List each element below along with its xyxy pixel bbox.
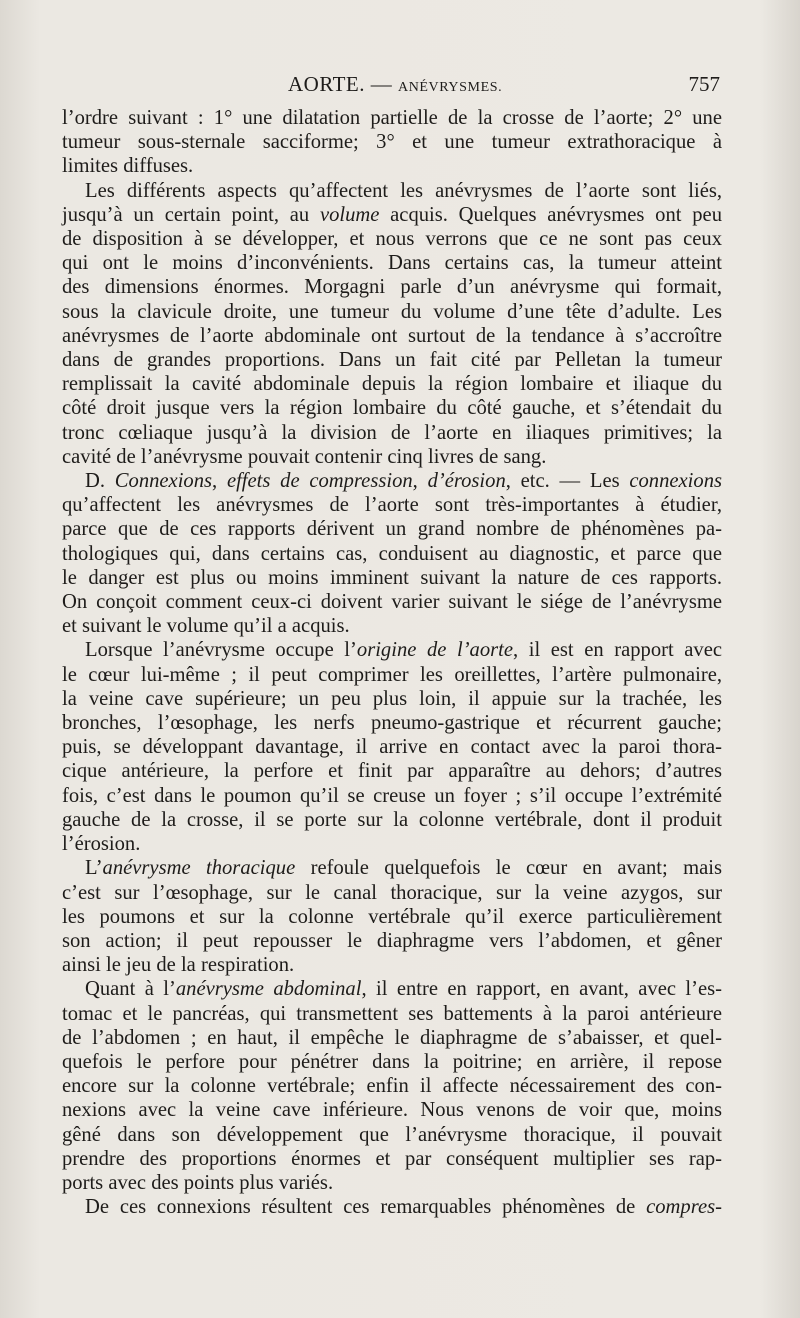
text-line xyxy=(62,1098,722,1122)
text-segment: l’érosion. xyxy=(62,833,141,856)
text-segment: De ces connexions résultent ces remarquables phénomènes de xyxy=(85,1196,647,1219)
text-segment: puis, se développant davantage, il arrive en contact avec la paroi thora- xyxy=(62,736,722,759)
text-segment: et suivant le volume qu’il a acquis. xyxy=(62,615,350,638)
text-line xyxy=(62,759,722,783)
running-header xyxy=(62,72,722,102)
text-segment: , il est en rapport avec xyxy=(513,639,722,662)
text-line xyxy=(62,614,722,638)
text-line xyxy=(62,300,722,324)
text-line xyxy=(62,1147,722,1171)
text-segment: , xyxy=(212,470,227,493)
text-segment: de l’abdomen ; en haut, il empêche le diaphragme de s’abaisser, et quel- xyxy=(62,1026,722,1049)
text-line xyxy=(62,203,722,227)
text-segment: cique antérieure, la perfore et finit par apparaître au dehors; d’autres xyxy=(62,760,722,783)
italic-segment: anévrysme thoracique xyxy=(102,857,296,880)
text-segment: son action; il peut repousser le diaphragme vers l’abdomen, et gêner xyxy=(62,929,722,952)
text-segment: le danger est plus ou moins imminent suivant la nature de ces rapports. xyxy=(62,566,722,589)
text-line xyxy=(62,1123,722,1147)
text-line xyxy=(62,179,722,203)
text-line xyxy=(62,905,722,929)
italic-segment: compres- xyxy=(646,1196,722,1219)
italic-segment: volume xyxy=(319,203,380,226)
text-line xyxy=(62,711,722,735)
text-segment: jusqu’à un certain point, au xyxy=(62,203,320,226)
text-segment: acquis. Quelques anévrysmes ont peu xyxy=(379,203,722,226)
text-segment: tumeur sous-sternale sacciforme; 3° et une tumeur extrathoracique à xyxy=(62,131,722,154)
text-segment: refoule quelquefois le cœur en avant; mais xyxy=(295,857,722,880)
running-title-main: AORTE. — xyxy=(288,72,398,96)
text-line xyxy=(62,1002,722,1026)
text-line xyxy=(62,1171,722,1195)
text-line xyxy=(62,735,722,759)
text-line xyxy=(62,929,722,953)
text-segment: , etc. — Les xyxy=(505,470,630,493)
text-segment: bronches, l’œsophage, les nerfs pneumo-gastrique et récurrent gauche; xyxy=(62,712,722,735)
text-line xyxy=(62,348,722,372)
body-text xyxy=(62,106,722,1219)
text-segment: gêné dans son développement que l’anévrysme thoracique, il pouvait xyxy=(62,1123,722,1146)
text-segment: qu’affectent les anévrysmes de l’aorte sont très-importantes à étudier, xyxy=(62,494,722,517)
text-line xyxy=(62,106,722,130)
text-segment: c’est sur l’œsophage, sur le canal thoracique, sur la veine azygos, sur xyxy=(62,881,722,904)
text-segment: D. xyxy=(85,470,115,493)
text-segment: , xyxy=(412,470,428,493)
italic-segment: d’érosion xyxy=(427,470,506,493)
text-line xyxy=(62,421,722,445)
text-segment: l’ordre suivant : 1° une dilatation partielle de la crosse de l’aorte; 2° une xyxy=(62,107,722,129)
text-line xyxy=(62,396,722,420)
text-segment: encore sur la colonne vertébrale; enfin il affecte nécessairement des con- xyxy=(62,1075,722,1098)
text-line xyxy=(62,638,722,662)
text-line xyxy=(62,324,722,348)
text-segment: ainsi le jeu de la respiration. xyxy=(62,954,295,977)
text-segment: Les différents aspects qu’affectent les anévrysmes de l’aorte sont liés, xyxy=(85,179,722,202)
text-line xyxy=(62,372,722,396)
text-segment: les poumons et sur la colonne vertébrale qu’il exerce particulièrement xyxy=(62,905,722,928)
text-segment: quefois le perfore pour pénétrer dans la poitrine; en arrière, il repose xyxy=(62,1050,722,1073)
text-segment: des dimensions énormes. Morgagni parle d’un anévrysme qui formait, xyxy=(62,276,722,299)
text-segment: ports avec des points plus variés. xyxy=(62,1171,334,1194)
text-segment: tomac et le pancréas, qui transmettent ses battements à la paroi antérieure xyxy=(62,1002,722,1025)
text-line xyxy=(62,663,722,687)
text-segment: On conçoit comment ceux-ci doivent varier suivant le siége de l’anévrysme xyxy=(62,591,722,614)
text-segment: cavité de l’anévrysme pouvait contenir cinq livres de sang. xyxy=(62,445,547,468)
text-line xyxy=(62,154,722,178)
text-segment: gauche de la crosse, il se porte sur la colonne vertébrale, dont il produit xyxy=(62,808,722,831)
italic-segment: origine de l’aorte xyxy=(356,639,514,662)
text-line xyxy=(62,566,722,590)
italic-segment: anévrysme abdominal xyxy=(175,978,362,1001)
text-segment: tronc cœliaque jusqu’à la division de l’aorte en iliaques primitives; la xyxy=(62,421,722,444)
text-line xyxy=(62,953,722,977)
text-line xyxy=(62,1026,722,1050)
text-segment: Lorsque l’anévrysme occupe l’ xyxy=(85,639,357,662)
text-line xyxy=(62,130,722,154)
text-segment: Quant à l’ xyxy=(85,978,176,1001)
text-line xyxy=(62,251,722,275)
text-line xyxy=(62,445,722,469)
text-line xyxy=(62,469,722,493)
text-line xyxy=(62,517,722,541)
text-line xyxy=(62,881,722,905)
text-segment: remplissait la cavité abdominale depuis la région lombaire et iliaque du xyxy=(62,373,722,396)
text-line xyxy=(62,1074,722,1098)
text-line xyxy=(62,687,722,711)
text-line xyxy=(62,275,722,299)
text-segment: sous la clavicule droite, une tumeur du volume d’une tête d’adulte. Les xyxy=(62,300,722,323)
text-segment: , il entre en rapport, en avant, avec l’es- xyxy=(361,978,722,1001)
page-number: 757 xyxy=(688,72,720,96)
text-line xyxy=(62,227,722,251)
text-line xyxy=(62,784,722,808)
italic-segment: connexions xyxy=(629,470,723,493)
italic-segment: Connexions xyxy=(114,470,213,493)
running-title-sub: ANÉVRYSMES. xyxy=(397,80,503,95)
text-segment: nexions avec la veine cave inférieure. Nous venons de voir que, moins xyxy=(62,1099,722,1122)
text-line xyxy=(62,856,722,880)
text-segment: limites diffuses. xyxy=(62,155,194,178)
text-line xyxy=(62,977,722,1001)
text-line xyxy=(62,1195,722,1219)
text-segment: qui ont le moins d’inconvénients. Dans certains cas, la tumeur atteint xyxy=(62,252,722,275)
text-segment: parce que de ces rapports dérivent un grand nombre de phénomènes pa- xyxy=(62,518,722,541)
text-line xyxy=(62,493,722,517)
text-segment: côté droit jusque vers la région lombaire du côté gauche, et s’étendait du xyxy=(62,397,722,420)
text-line xyxy=(62,1050,722,1074)
text-segment: thologiques qui, dans certains cas, conduisent au diagnostic, et parce que xyxy=(62,542,722,565)
running-title xyxy=(288,72,502,97)
text-line xyxy=(62,832,722,856)
italic-segment: effets de compression xyxy=(226,470,413,493)
text-line xyxy=(62,542,722,566)
text-segment: prendre des proportions énormes et par conséquent multiplier ses rap- xyxy=(62,1147,722,1170)
text-segment: L’ xyxy=(85,857,103,880)
text-line xyxy=(62,590,722,614)
text-segment: anévrysmes de l’aorte abdominale ont surtout de la tendance à s’accroître xyxy=(62,324,722,347)
text-segment: la veine cave supérieure; un peu plus loin, il appuie sur la trachée, les xyxy=(62,687,722,710)
text-segment: de disposition à se développer, et nous verrons que ce ne sont pas ceux xyxy=(62,228,722,251)
text-line xyxy=(62,808,722,832)
text-segment: fois, c’est dans le poumon qu’il se creuse un foyer ; s’il occupe l’extrémité xyxy=(62,784,722,807)
text-segment: le cœur lui-même ; il peut comprimer les oreillettes, l’artère pulmonaire, xyxy=(62,663,722,686)
text-segment: dans de grandes proportions. Dans un fait cité par Pelletan la tumeur xyxy=(62,349,722,372)
